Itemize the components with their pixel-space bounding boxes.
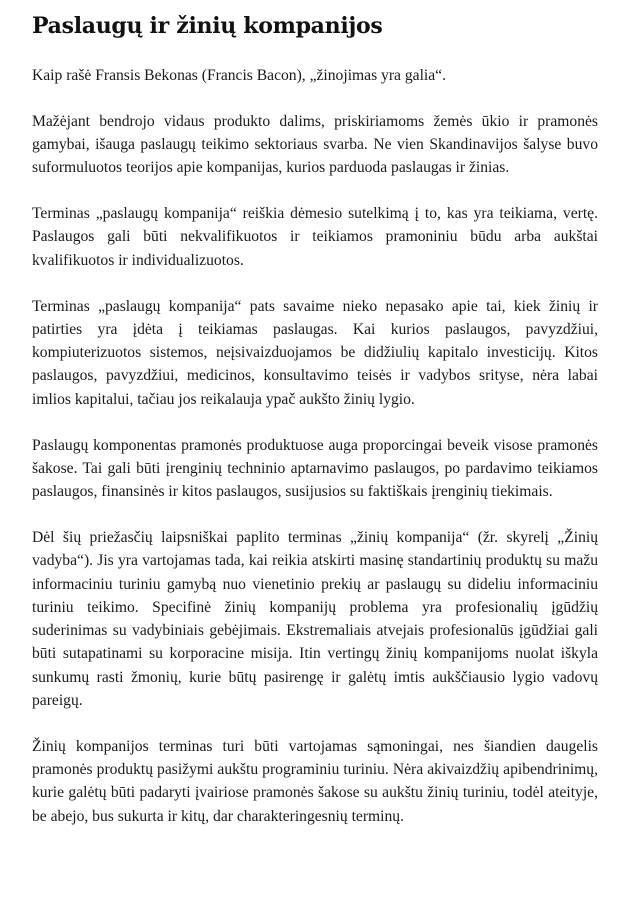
paragraph-service-sector: Mažėjant bendrojo vidaus produkto dalims, priskiriamoms žemės ūkio ir pramonės gamybai, išauga paslaugų teikimo sektoriaus svarba. Ne vien Skandinavijos šalyse buvo suformuluotos teorijos apie kompanijas, kurios parduoda paslaugas ir žinias. (32, 112, 598, 177)
paragraph-intro-quote: Kaip rašė Fransis Bekonas (Francis Bacon), „žinojimas yra galia“. (32, 67, 446, 84)
paragraph-knowledge-company-term: Dėl šių priežasčių laipsniškai paplito terminas „žinių kompanija“ (žr. skyrelį „Žinių vadyba“). Jis yra vartojamas tada, kai reikia atskirti masinę standartinių produktų su mažu informaciniu turiniu gamybą nuo vienetinio prekių ar paslaugų su dideliu informaciniu turiniu teikimo. Specifinė žinių kompanijų problema yra profesionalių įgūdžių suderinimas su vadybiniais gebėjimais. Ekstremaliais atvejais profesionalūs įgūdžiai gali būti sutapatinami su korporacine misija. Itin vertingų žinių kompanijoms nuolat iškyla sunkumų rasti žmonių, kurie būtų pasirengę ir galėtų imtis aukščiausio lygio vadovų pareigų. (32, 528, 598, 710)
paragraph-service-component: Paslaugų komponentas pramonės produktuose auga proporcingai beveik visose pramonės šakose. Tai gali būti įrenginių techninio aptarnavimo paslaugos, po pardavimo teikiamos paslaugos, finansinės ir kitos paslaugos, susijusios su faktiškais įrenginių tiekimais. (32, 436, 598, 501)
document-page (32, 10, 598, 828)
paragraph-knowledge-in-services: Terminas „paslaugų kompanija“ pats savaime nieko nepasako apie tai, kiek žinių ir patirties yra įdėta į teikiamas paslaugas. Kai kurios paslaugos, pavyzdžiui, kompiuterizuotos sistemos, neįsivaizduojamos be didžiulių kapitalo investicijų. Kitos paslaugos, pavyzdžiui, medicinos, konsultavimo teisės ir vadybos srityse, nėra labai imlios kapitalui, tačiau jos reikalauja ypač aukšto žinių lygio. (32, 297, 598, 408)
paragraph-service-company-term: Terminas „paslaugų kompanija“ reiškia dėmesio sutelkimą į to, kas yra teikiama, vertę. Paslaugos gali būti nekvalifikuotos ir teikiamos pramoniniu būdu arba aukštai kvalifikuotos ir individualizuotos. (32, 205, 598, 269)
paragraph-conclusion: Žinių kompanijos terminas turi būti vartojamas sąmoningai, nes šiandien daugelis pramonės produktų pasižymi aukštu programiniu turiniu. Nėra akivaizdžių apibendrinimų, kurie galėtų būti padaryti įvairiose pramonės šakose su aukštu žinių turiniu, todėl ateityje, be abejo, bus sukurta ir kitų, dar charakteringesnių terminų. (32, 737, 598, 825)
page-title: Paslaugų ir žinių kompanijos (32, 13, 383, 39)
